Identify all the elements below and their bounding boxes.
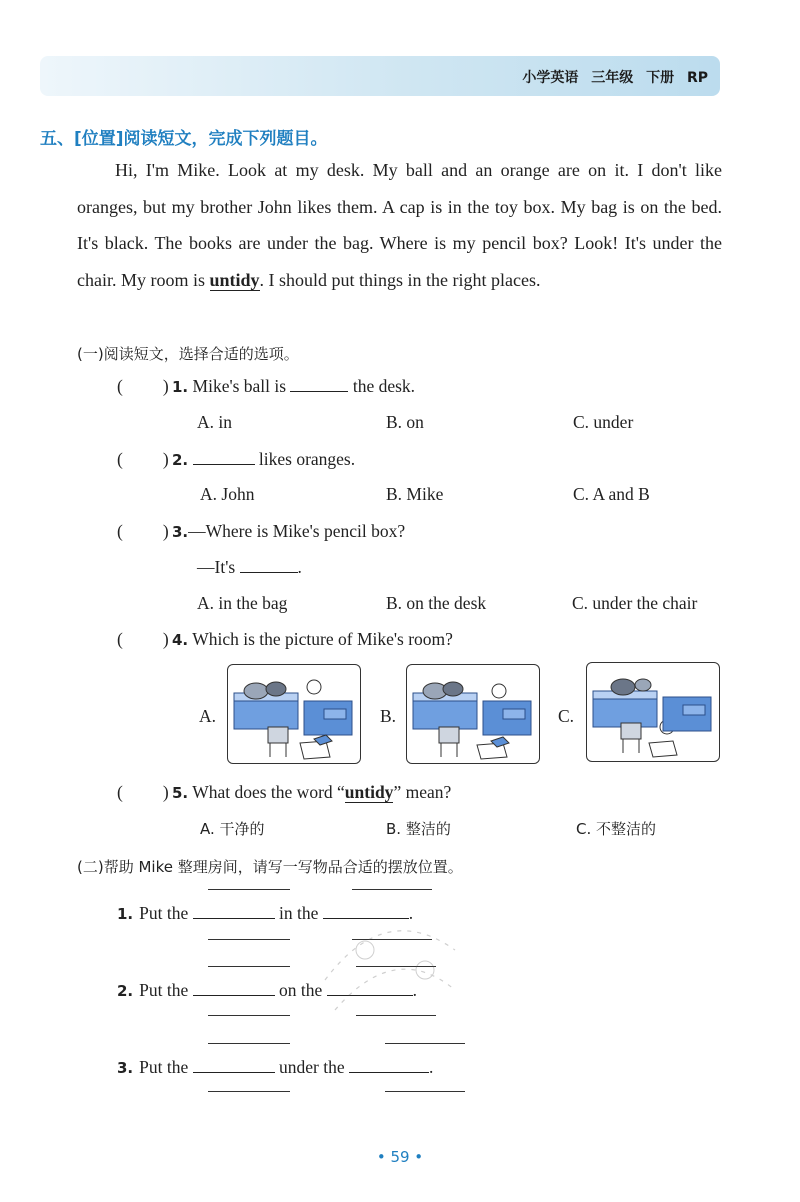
question-4: ( ) 4. Which is the picture of Mike's room? (117, 629, 453, 649)
question-5: ( ) 5. What does the word “untidy” mean? (117, 782, 452, 802)
question-3: ( ) 3.—Where is Mike's pencil box? (117, 521, 406, 541)
option-c-label[interactable]: C. (558, 706, 575, 726)
answer-blank[interactable] (240, 558, 298, 573)
writing-line[interactable] (208, 1015, 290, 1016)
book-info: 小学英语 三年级 下册 RP (522, 70, 708, 86)
answer-bracket[interactable]: ( ) (117, 449, 169, 469)
writing-line[interactable] (352, 889, 432, 890)
option-b[interactable]: B. 整洁的 (386, 820, 451, 838)
option-b-label[interactable]: B. (380, 706, 397, 726)
answer-bracket[interactable]: ( ) (117, 521, 169, 541)
writing-line[interactable] (385, 1043, 465, 1044)
answer-blank[interactable] (193, 450, 255, 465)
answer-blank[interactable] (290, 377, 348, 392)
watermark-stamp-icon (305, 910, 470, 1020)
option-b[interactable]: B. on (386, 412, 424, 432)
option-a[interactable]: A. John (200, 484, 255, 504)
reading-passage (77, 152, 722, 298)
option-c[interactable]: C. A and B (573, 484, 650, 504)
passage-text-end: . I should put things in the right places. (259, 269, 541, 290)
room-picture-b[interactable] (406, 664, 540, 764)
writing-line[interactable] (208, 939, 290, 940)
option-b[interactable]: B. Mike (386, 484, 444, 504)
answer-bracket[interactable]: ( ) (117, 782, 169, 802)
option-b[interactable]: B. on the desk (386, 593, 487, 613)
fill-row-1: 1. Put the in the . (117, 903, 414, 923)
section-title: 五、[位置]阅读短文，完成下列题目。 (40, 129, 328, 149)
question-3-answer-line: —It's . (197, 557, 302, 577)
object-blank[interactable] (193, 981, 275, 996)
passage-keyword: untidy (209, 269, 260, 290)
option-c[interactable]: C. under the chair (572, 593, 698, 613)
room-picture-a[interactable] (227, 664, 361, 764)
writing-line[interactable] (208, 1043, 290, 1044)
question-1: ( ) 1. Mike's ball is the desk. (117, 376, 416, 396)
answer-bracket[interactable]: ( ) (117, 629, 169, 649)
bedroom-illustration-icon (228, 665, 360, 763)
writing-line[interactable] (208, 1091, 290, 1092)
fill-row-2: 2. Put the on the . (117, 980, 418, 1000)
part1-title: (一)阅读短文，选择合适的选项。 (77, 345, 299, 363)
passage-text: Hi, I'm Mike. Look at my desk. My ball and an orange are on it. I don't like oranges, but my brother John likes them. A cap is in the toy box. My bag is on the bed. It's black. The books are under the bag. Where is my pencil box? Look! It's under the chair. My room is (77, 160, 722, 290)
object-blank[interactable] (193, 904, 275, 919)
option-a[interactable]: A. in the bag (197, 593, 288, 613)
question-2: ( ) 2. likes oranges. (117, 449, 356, 469)
place-blank[interactable] (349, 1058, 429, 1073)
writing-line[interactable] (208, 889, 290, 890)
bedroom-illustration-icon (407, 665, 539, 763)
option-c[interactable]: C. under (573, 412, 634, 432)
option-a[interactable]: A. in (197, 412, 232, 432)
option-c[interactable]: C. 不整洁的 (576, 820, 657, 838)
writing-line[interactable] (385, 1091, 465, 1092)
room-picture-c[interactable] (586, 662, 720, 762)
object-blank[interactable] (193, 1058, 275, 1073)
writing-line[interactable] (208, 966, 290, 967)
bedroom-illustration-icon (587, 663, 719, 761)
page-number: • 59 • (376, 1148, 424, 1166)
answer-bracket[interactable]: ( ) (117, 376, 169, 396)
option-a-label[interactable]: A. (199, 706, 217, 726)
fill-row-3: 3. Put the under the . (117, 1057, 434, 1077)
part2-title: (二)帮助 Mike 整理房间，请写一写物品合适的摆放位置。 (77, 858, 463, 876)
option-a[interactable]: A. 干净的 (200, 820, 265, 838)
